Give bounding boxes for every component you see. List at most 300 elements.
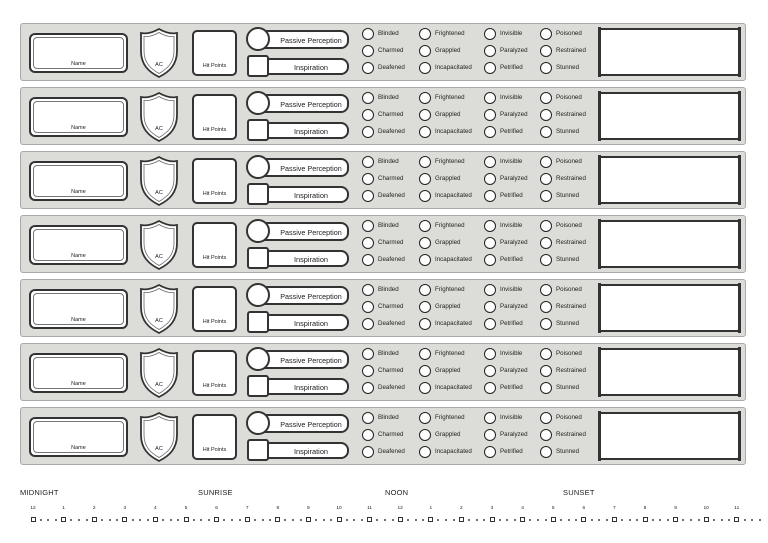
condition-checkbox[interactable]: [362, 92, 374, 104]
quarter-hour-dot: [476, 519, 478, 521]
quarter-hour-dot: [468, 519, 470, 521]
combatant-row: [20, 343, 746, 401]
condition-checkbox[interactable]: [419, 62, 431, 74]
condition-label: Stunned: [556, 448, 580, 455]
condition-label: Frightened: [435, 158, 465, 165]
hour-checkbox[interactable]: [214, 517, 219, 522]
condition-checkbox[interactable]: [362, 45, 374, 57]
passive-perception-bar: [263, 94, 349, 113]
condition-checkbox[interactable]: [362, 62, 374, 74]
hit-points-field[interactable]: [192, 30, 237, 76]
name-label: Name: [71, 445, 86, 451]
condition-checkbox[interactable]: [484, 254, 496, 266]
armor-class-field[interactable]: [138, 283, 180, 335]
passive-perception-label: Passive Perception: [280, 164, 342, 173]
quarter-hour-dot: [47, 519, 49, 521]
quarter-hour-dot: [315, 519, 317, 521]
condition-checkbox[interactable]: [362, 254, 374, 266]
condition-label: Grappled: [435, 367, 461, 374]
condition-label: Poisoned: [556, 350, 582, 357]
quarter-hour-dot: [514, 519, 516, 521]
condition-label: Stunned: [556, 320, 580, 327]
condition-checkbox[interactable]: [419, 173, 431, 185]
hour-checkbox[interactable]: [92, 517, 97, 522]
quarter-hour-dot: [568, 519, 570, 521]
condition-checkbox[interactable]: [362, 126, 374, 138]
condition-label: Paralyzed: [500, 47, 528, 54]
quarter-hour-dot: [40, 519, 42, 521]
quarter-hour-dot: [690, 519, 692, 521]
quarter-hour-dot: [292, 519, 294, 521]
passive-perception-bar: [263, 286, 349, 305]
condition-checkbox[interactable]: [419, 284, 431, 296]
condition-label: Charmed: [378, 367, 404, 374]
hour-checkbox[interactable]: [245, 517, 250, 522]
hour-checkbox[interactable]: [61, 517, 66, 522]
sunset-label: SUNSET: [563, 488, 595, 497]
hour-label: 11: [367, 506, 373, 511]
ac-label: AC: [155, 126, 163, 132]
quarter-hour-dot: [682, 519, 684, 521]
condition-label: Petrified: [500, 384, 523, 391]
condition-label: Charmed: [378, 431, 404, 438]
name-label: Name: [71, 317, 86, 323]
hour-checkbox[interactable]: [367, 517, 372, 522]
armor-class-field[interactable]: [138, 411, 180, 463]
quarter-hour-dot: [636, 519, 638, 521]
armor-class-field[interactable]: [138, 219, 180, 271]
inspiration-label: Inspiration: [293, 255, 329, 264]
condition-label: Poisoned: [556, 414, 582, 421]
quarter-hour-dot: [132, 519, 134, 521]
condition-checkbox[interactable]: [540, 237, 552, 249]
condition-checkbox[interactable]: [540, 254, 552, 266]
condition-checkbox[interactable]: [419, 301, 431, 313]
passive-perception-value[interactable]: [246, 347, 270, 371]
condition-checkbox[interactable]: [540, 173, 552, 185]
condition-label: Grappled: [435, 239, 461, 246]
condition-checkbox[interactable]: [362, 284, 374, 296]
inspiration-checkbox[interactable]: [247, 375, 269, 397]
condition-checkbox[interactable]: [540, 190, 552, 202]
hour-label: 9: [674, 506, 677, 511]
hour-checkbox[interactable]: [490, 517, 495, 522]
quarter-hour-dot: [751, 519, 753, 521]
name-field[interactable]: [29, 161, 128, 201]
passive-perception-value[interactable]: [246, 27, 270, 51]
name-field[interactable]: [29, 33, 128, 73]
condition-checkbox[interactable]: [419, 126, 431, 138]
inspiration-checkbox[interactable]: [247, 439, 269, 461]
condition-checkbox[interactable]: [540, 301, 552, 313]
armor-class-field[interactable]: [138, 155, 180, 207]
condition-checkbox[interactable]: [484, 284, 496, 296]
midnight-label: MIDNIGHT: [20, 488, 59, 497]
condition-checkbox[interactable]: [484, 446, 496, 458]
condition-label: Restrained: [556, 367, 586, 374]
quarter-hour-dot: [376, 519, 378, 521]
hit-points-label: Hit Points: [202, 447, 227, 453]
hour-label: 4: [521, 506, 524, 511]
quarter-hour-dot: [170, 519, 172, 521]
quarter-hour-dot: [193, 519, 195, 521]
hour-label: 3: [123, 506, 127, 511]
passive-perception-bar: [263, 158, 349, 177]
condition-checkbox[interactable]: [540, 446, 552, 458]
hour-label: 4: [154, 506, 157, 511]
condition-checkbox[interactable]: [484, 156, 496, 168]
condition-checkbox[interactable]: [540, 348, 552, 360]
quarter-hour-dot: [545, 519, 547, 521]
inspiration-checkbox[interactable]: [247, 55, 269, 77]
hour-checkbox[interactable]: [275, 517, 280, 522]
hour-label: 2: [460, 506, 463, 511]
condition-checkbox[interactable]: [419, 109, 431, 121]
quarter-hour-dot: [139, 519, 141, 521]
condition-checkbox[interactable]: [484, 190, 496, 202]
inspiration-checkbox[interactable]: [247, 247, 269, 269]
condition-checkbox[interactable]: [362, 156, 374, 168]
condition-label: Restrained: [556, 111, 586, 118]
inspiration-checkbox[interactable]: [247, 119, 269, 141]
quarter-hour-dot: [529, 519, 531, 521]
condition-label: Deafened: [378, 320, 405, 327]
name-label: Name: [71, 61, 86, 67]
condition-label: Frightened: [435, 94, 465, 101]
hour-label: 3: [490, 506, 494, 511]
hour-checkbox[interactable]: [337, 517, 342, 522]
quarter-hour-dot: [621, 519, 623, 521]
quarter-hour-dot: [78, 519, 80, 521]
quarter-hour-dot: [652, 519, 654, 521]
condition-checkbox[interactable]: [540, 45, 552, 57]
name-label: Name: [71, 125, 86, 131]
condition-checkbox[interactable]: [419, 412, 431, 424]
inspiration-checkbox[interactable]: [247, 311, 269, 333]
condition-checkbox[interactable]: [540, 220, 552, 232]
hit-points-label: Hit Points: [202, 383, 227, 389]
hit-points-field[interactable]: [192, 286, 237, 332]
passive-perception-label: Passive Perception: [280, 292, 342, 301]
passive-perception-value[interactable]: [246, 283, 270, 307]
condition-checkbox[interactable]: [540, 62, 552, 74]
hour-label: 10: [703, 506, 709, 511]
condition-checkbox[interactable]: [484, 62, 496, 74]
condition-label: Incapacitated: [435, 192, 472, 199]
quarter-hour-dot: [713, 519, 715, 521]
condition-checkbox[interactable]: [484, 429, 496, 441]
quarter-hour-dot: [284, 519, 286, 521]
condition-checkbox[interactable]: [540, 429, 552, 441]
shield-icon: [138, 27, 180, 79]
condition-label: Blinded: [378, 94, 399, 101]
hour-checkbox[interactable]: [306, 517, 311, 522]
hour-checkbox[interactable]: [520, 517, 525, 522]
condition-checkbox[interactable]: [484, 92, 496, 104]
combatant-row: [20, 23, 746, 81]
condition-checkbox[interactable]: [484, 109, 496, 121]
quarter-hour-dot: [361, 519, 363, 521]
hour-checkbox[interactable]: [734, 517, 739, 522]
condition-checkbox[interactable]: [419, 365, 431, 377]
hit-points-field[interactable]: [192, 158, 237, 204]
condition-label: Incapacitated: [435, 320, 472, 327]
condition-checkbox[interactable]: [540, 365, 552, 377]
name-field[interactable]: [29, 225, 128, 265]
condition-label: Invisible: [500, 158, 523, 165]
passive-perception-label: Passive Perception: [280, 420, 342, 429]
hit-points-field[interactable]: [192, 222, 237, 268]
condition-label: Restrained: [556, 303, 586, 310]
condition-checkbox[interactable]: [540, 28, 552, 40]
condition-checkbox[interactable]: [419, 190, 431, 202]
condition-label: Deafened: [378, 192, 405, 199]
hit-points-label: Hit Points: [202, 127, 227, 133]
hour-checkbox[interactable]: [459, 517, 464, 522]
passive-perception-label: Passive Perception: [280, 356, 342, 365]
inspiration-bar: [263, 314, 349, 331]
quarter-hour-dot: [667, 519, 669, 521]
notes-field[interactable]: [599, 348, 740, 396]
condition-label: Paralyzed: [500, 239, 528, 246]
condition-label: Frightened: [435, 30, 465, 37]
condition-checkbox[interactable]: [362, 173, 374, 185]
hour-checkbox[interactable]: [612, 517, 617, 522]
condition-checkbox[interactable]: [540, 156, 552, 168]
condition-label: Blinded: [378, 286, 399, 293]
condition-label: Deafened: [378, 64, 405, 71]
hour-checkbox[interactable]: [704, 517, 709, 522]
condition-checkbox[interactable]: [362, 301, 374, 313]
quarter-hour-dot: [591, 519, 593, 521]
inspiration-bar: [263, 58, 349, 75]
quarter-hour-dot: [759, 519, 761, 521]
condition-checkbox[interactable]: [419, 220, 431, 232]
quarter-hour-dot: [537, 519, 539, 521]
condition-label: Paralyzed: [500, 367, 528, 374]
condition-checkbox[interactable]: [362, 190, 374, 202]
condition-checkbox[interactable]: [362, 237, 374, 249]
quarter-hour-dot: [330, 519, 332, 521]
quarter-hour-dot: [698, 519, 700, 521]
condition-label: Stunned: [556, 128, 580, 135]
shield-icon: [138, 347, 180, 399]
passive-perception-value[interactable]: [246, 155, 270, 179]
condition-label: Incapacitated: [435, 256, 472, 263]
armor-class-field[interactable]: [138, 27, 180, 79]
condition-label: Deafened: [378, 128, 405, 135]
passive-perception-value[interactable]: [246, 219, 270, 243]
condition-label: Grappled: [435, 303, 461, 310]
condition-checkbox[interactable]: [419, 446, 431, 458]
hour-label: 1: [62, 506, 65, 511]
condition-label: Stunned: [556, 64, 580, 71]
hour-checkbox[interactable]: [153, 517, 158, 522]
inspiration-label: Inspiration: [293, 319, 329, 328]
condition-checkbox[interactable]: [362, 446, 374, 458]
ac-label: AC: [155, 254, 163, 260]
ac-label: AC: [155, 190, 163, 196]
condition-checkbox[interactable]: [540, 109, 552, 121]
inspiration-label: Inspiration: [293, 191, 329, 200]
condition-checkbox[interactable]: [484, 412, 496, 424]
hour-checkbox[interactable]: [428, 517, 433, 522]
inspiration-checkbox[interactable]: [247, 183, 269, 205]
passive-perception-label: Passive Perception: [280, 36, 342, 45]
condition-label: Deafened: [378, 384, 405, 391]
name-field[interactable]: [29, 353, 128, 393]
passive-perception-value[interactable]: [246, 411, 270, 435]
condition-checkbox[interactable]: [419, 28, 431, 40]
hit-points-label: Hit Points: [202, 63, 227, 69]
armor-class-field[interactable]: [138, 347, 180, 399]
quarter-hour-dot: [269, 519, 271, 521]
hour-checkbox[interactable]: [122, 517, 127, 522]
hour-checkbox[interactable]: [673, 517, 678, 522]
condition-label: Petrified: [500, 192, 523, 199]
condition-checkbox[interactable]: [540, 412, 552, 424]
condition-checkbox[interactable]: [484, 173, 496, 185]
quarter-hour-dot: [177, 519, 179, 521]
quarter-hour-dot: [239, 519, 241, 521]
condition-checkbox[interactable]: [484, 45, 496, 57]
hour-checkbox[interactable]: [398, 517, 403, 522]
condition-checkbox[interactable]: [540, 92, 552, 104]
name-field[interactable]: [29, 289, 128, 329]
condition-checkbox[interactable]: [419, 348, 431, 360]
condition-checkbox[interactable]: [362, 318, 374, 330]
quarter-hour-dot: [659, 519, 661, 521]
condition-checkbox[interactable]: [540, 318, 552, 330]
passive-perception-value[interactable]: [246, 91, 270, 115]
condition-label: Restrained: [556, 47, 586, 54]
armor-class-field[interactable]: [138, 91, 180, 143]
hour-label: 10: [336, 506, 342, 511]
condition-checkbox[interactable]: [484, 365, 496, 377]
quarter-hour-dot: [55, 519, 57, 521]
condition-label: Deafened: [378, 448, 405, 455]
condition-label: Blinded: [378, 158, 399, 165]
notes-field[interactable]: [599, 156, 740, 204]
notes-field[interactable]: [599, 92, 740, 140]
condition-checkbox[interactable]: [540, 382, 552, 394]
passive-perception-label: Passive Perception: [280, 228, 342, 237]
condition-checkbox[interactable]: [484, 28, 496, 40]
inspiration-label: Inspiration: [293, 383, 329, 392]
combatant-row: [20, 407, 746, 465]
condition-checkbox[interactable]: [484, 237, 496, 249]
quarter-hour-dot: [86, 519, 88, 521]
condition-label: Incapacitated: [435, 384, 472, 391]
hour-checkbox[interactable]: [643, 517, 648, 522]
condition-checkbox[interactable]: [362, 220, 374, 232]
condition-checkbox[interactable]: [362, 109, 374, 121]
quarter-hour-dot: [223, 519, 225, 521]
notes-field[interactable]: [599, 284, 740, 332]
hit-points-field[interactable]: [192, 94, 237, 140]
condition-checkbox[interactable]: [540, 284, 552, 296]
quarter-hour-dot: [598, 519, 600, 521]
notes-field[interactable]: [599, 220, 740, 268]
quarter-hour-dot: [101, 519, 103, 521]
condition-checkbox[interactable]: [362, 429, 374, 441]
condition-label: Frightened: [435, 350, 465, 357]
quarter-hour-dot: [384, 519, 386, 521]
condition-label: Incapacitated: [435, 448, 472, 455]
condition-label: Invisible: [500, 222, 523, 229]
name-field[interactable]: [29, 97, 128, 137]
condition-label: Paralyzed: [500, 175, 528, 182]
hour-checkbox[interactable]: [184, 517, 189, 522]
condition-label: Poisoned: [556, 222, 582, 229]
condition-checkbox[interactable]: [419, 429, 431, 441]
hour-label: 9: [307, 506, 310, 511]
ac-label: AC: [155, 62, 163, 68]
condition-checkbox[interactable]: [484, 126, 496, 138]
hit-points-field[interactable]: [192, 350, 237, 396]
condition-label: Grappled: [435, 431, 461, 438]
condition-checkbox[interactable]: [419, 254, 431, 266]
quarter-hour-dot: [560, 519, 562, 521]
hour-label: 12: [397, 506, 403, 511]
notes-field[interactable]: [599, 28, 740, 76]
condition-checkbox[interactable]: [362, 412, 374, 424]
notes-field[interactable]: [599, 412, 740, 460]
passive-perception-bar: [263, 30, 349, 49]
condition-checkbox[interactable]: [419, 45, 431, 57]
condition-label: Poisoned: [556, 286, 582, 293]
condition-label: Blinded: [378, 222, 399, 229]
hour-checkbox[interactable]: [551, 517, 556, 522]
condition-checkbox[interactable]: [484, 318, 496, 330]
hour-checkbox[interactable]: [581, 517, 586, 522]
condition-checkbox[interactable]: [419, 318, 431, 330]
condition-label: Poisoned: [556, 158, 582, 165]
name-field[interactable]: [29, 417, 128, 457]
inspiration-label: Inspiration: [293, 127, 329, 136]
condition-label: Invisible: [500, 286, 523, 293]
quarter-hour-dot: [162, 519, 164, 521]
condition-checkbox[interactable]: [419, 237, 431, 249]
condition-checkbox[interactable]: [362, 28, 374, 40]
condition-checkbox[interactable]: [419, 382, 431, 394]
condition-checkbox[interactable]: [362, 365, 374, 377]
condition-checkbox[interactable]: [419, 156, 431, 168]
combatant-row: [20, 279, 746, 337]
condition-checkbox[interactable]: [362, 382, 374, 394]
name-label: Name: [71, 381, 86, 387]
condition-label: Invisible: [500, 30, 523, 37]
hit-points-field[interactable]: [192, 414, 237, 460]
quarter-hour-dot: [116, 519, 118, 521]
condition-label: Grappled: [435, 111, 461, 118]
condition-checkbox[interactable]: [484, 301, 496, 313]
condition-checkbox[interactable]: [362, 348, 374, 360]
condition-checkbox[interactable]: [484, 348, 496, 360]
hour-label: 7: [245, 506, 249, 511]
condition-label: Invisible: [500, 414, 523, 421]
condition-checkbox[interactable]: [419, 92, 431, 104]
condition-checkbox[interactable]: [540, 126, 552, 138]
condition-checkbox[interactable]: [484, 220, 496, 232]
inspiration-bar: [263, 378, 349, 395]
condition-checkbox[interactable]: [484, 382, 496, 394]
hour-checkbox[interactable]: [31, 517, 36, 522]
condition-label: Invisible: [500, 94, 523, 101]
quarter-hour-dot: [147, 519, 149, 521]
quarter-hour-dot: [353, 519, 355, 521]
condition-label: Petrified: [500, 64, 523, 71]
